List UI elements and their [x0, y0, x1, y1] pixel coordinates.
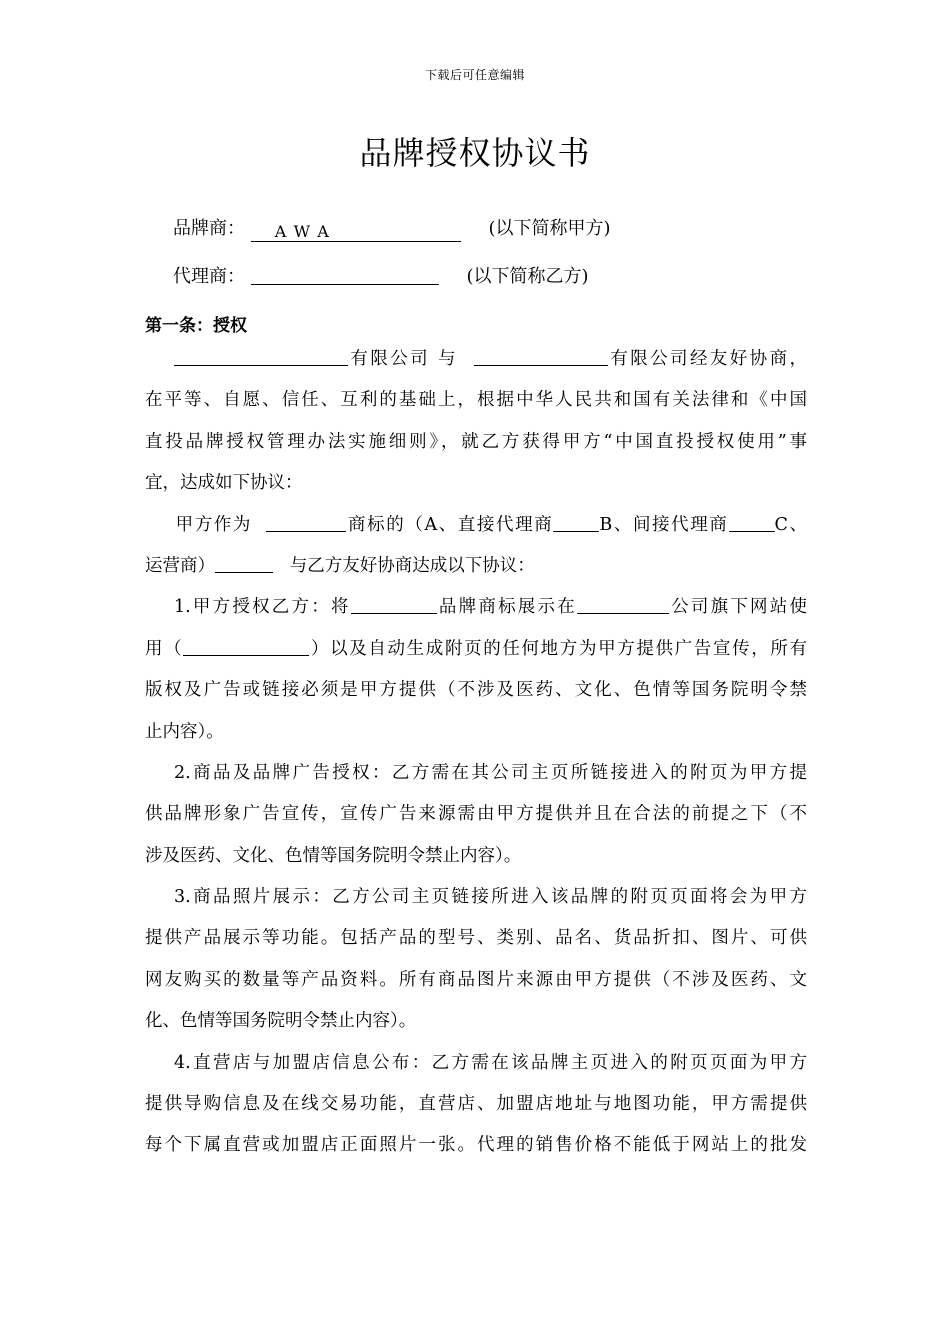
intro-line-3: 直投品牌授权管理办法实施细则》，就乙方获得甲方“中国直投授权使用”事 — [145, 431, 807, 452]
clause-1-text-b: 品牌商标展示在 — [436, 597, 577, 618]
document-title: 品牌授权协议书 — [359, 134, 591, 172]
blank-trademark — [266, 513, 346, 532]
clause-4-line-1: 4.直营店与加盟店信息公布：乙方需在该品牌主页进入的附页页面为甲方 — [174, 1052, 807, 1073]
header-note: 下载后可任意编辑 — [424, 68, 525, 82]
clause-1-text-a: 1.甲方授权乙方：将 — [174, 597, 351, 618]
role-text-a: 甲方作为 — [174, 514, 253, 535]
blank-website — [183, 637, 309, 656]
clause-1-line-4: 止内容）。 — [145, 721, 224, 742]
brand-party-label: 品牌商： — [173, 218, 245, 239]
blank-indirect-agent — [729, 513, 775, 532]
clause-2-line-3: 涉及医药、文化、色情等国务院明令禁止内容）。 — [145, 845, 522, 866]
clause-3-line-1: 3.商品照片展示：乙方公司主页链接所进入该品牌的附页页面将会为甲方 — [174, 887, 807, 908]
role-text-f: 与乙方友好协商达成以下协议： — [289, 555, 535, 576]
agent-party-label: 代理商： — [173, 266, 245, 287]
blank-company — [577, 595, 669, 614]
intro-text-b: 有限公司经友好协商， — [607, 349, 807, 369]
brand-party-note: (以下简称甲方) — [488, 218, 611, 239]
clause-3-line-3: 网友购买的数量等产品资料。所有商品图片来源由甲方提供（不涉及医药、文 — [145, 969, 807, 990]
intro-line-4: 宜，达成如下协议： — [145, 473, 303, 494]
clause-1-line-2 — [145, 629, 807, 670]
blank-party-a — [174, 347, 348, 366]
brand-party-line — [173, 214, 611, 242]
role-text-e: 运营商） — [145, 555, 215, 576]
clause-3-line-4: 化、色情等国务院明令禁止内容）。 — [145, 1011, 417, 1032]
clause-2-line-1: 2.商品及品牌广告授权：乙方需在其公司主页所链接进入的附页为甲方提 — [174, 762, 807, 783]
clause-3-line-2: 提供产品展示等功能。包括产品的型号、类别、品名、货品折扣、图片、可供 — [145, 928, 807, 949]
clause-1-line-3: 版权及广告或链接必须是甲方提供（不涉及医药、文化、色情等国务院明令禁 — [145, 680, 807, 701]
agent-party-note: (以下简称乙方) — [466, 266, 589, 287]
blank-direct-agent — [553, 513, 599, 532]
role-line-2 — [145, 546, 807, 587]
agent-party-field — [251, 264, 439, 285]
blank-brand — [351, 595, 437, 614]
intro-text-a: 有限公司 与 — [348, 349, 458, 369]
clause-1-text-c: 公司旗下网站使 — [668, 597, 807, 618]
article-1-body — [145, 339, 807, 1167]
agent-party-line — [173, 262, 589, 288]
clause-1-text-e: ）以及自动生成附页的任何地方为甲方提供广告宣传，所有 — [309, 638, 808, 659]
blank-operator — [215, 554, 273, 573]
role-text-d: C、 — [774, 514, 807, 535]
clause-1-line-1 — [145, 587, 807, 628]
clause-4-line-3: 每个下属直营或加盟店正面照片一张。代理的销售价格不能低于网站上的批发 — [145, 1135, 807, 1156]
role-text-c: B、间接代理商 — [599, 514, 729, 535]
intro-line-2: 在平等、自愿、信任、互利的基础上，根据中华人民共和国有关法律和《中国 — [145, 390, 807, 411]
role-text-b: 商标的（A、直接代理商 — [346, 514, 554, 535]
clause-1-text-d: 用（ — [145, 638, 184, 659]
article-1-title: 第一条：授权 — [145, 316, 247, 336]
clause-4-line-2: 提供导购信息及在线交易功能，直营店、加盟店地址与地图功能，甲方需提供 — [145, 1094, 807, 1115]
clause-2-line-2: 供品牌形象广告宣传，宣传广告来源需由甲方提供并且在合法的前提之下（不 — [145, 804, 807, 825]
brand-party-field: AWA — [251, 222, 461, 242]
role-line-1 — [145, 505, 807, 546]
blank-party-b — [474, 347, 608, 366]
intro-line-1 — [145, 339, 807, 380]
